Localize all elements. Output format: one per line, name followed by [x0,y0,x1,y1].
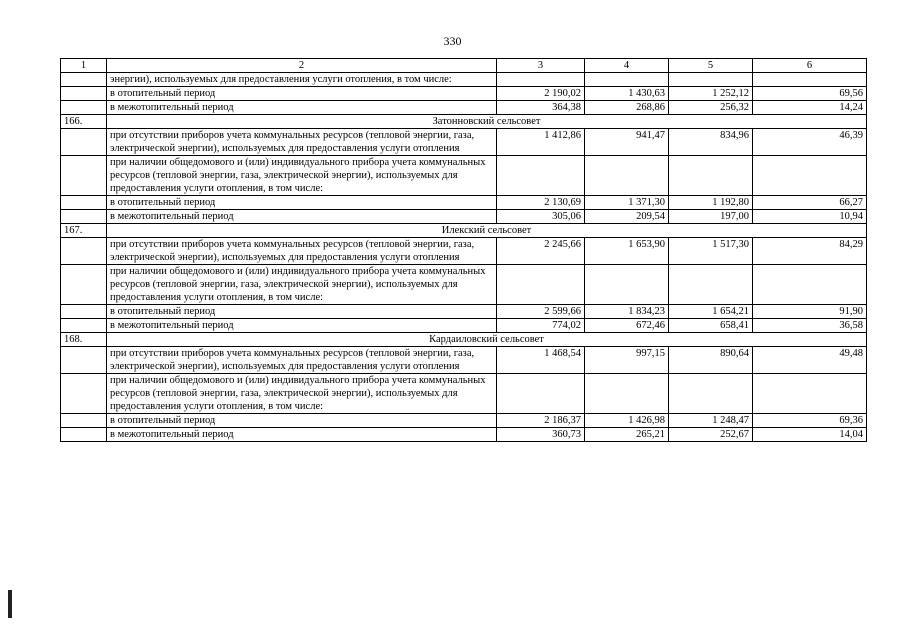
page-number: 330 [443,34,462,48]
value-cell: 1 430,63 [585,87,669,101]
row-description: при наличии общедомового и (или) индивидуального прибора учета коммунальных ресурсов (тепловой энергии, газа, электрической энергии), используемых для предоставления услуги отопления, в том числе: [107,156,497,196]
value-cell: 36,58 [753,319,867,333]
value-cell: 364,38 [497,101,585,115]
row-description: при отсутствии приборов учета коммунальных ресурсов (тепловой энергии, газа, электрической энергии), используемых для предоставления услуги отопления [107,129,497,156]
value-cell: 49,48 [753,347,867,374]
region-name: Затонновский сельсовет [107,115,867,129]
row-label: в отопительный период [107,87,497,101]
row-label: в межотопительный период [107,210,497,224]
table-row [61,73,867,87]
value-cell: 672,46 [585,319,669,333]
header-cell: 2 [107,59,497,73]
row-label: в межотопительный период [107,428,497,442]
value-cell: 2 130,69 [497,196,585,210]
table-row [61,238,867,265]
row-description: при наличии общедомового и (или) индивидуального прибора учета коммунальных ресурсов (тепловой энергии, газа, электрической энергии), используемых для предоставления услуги отопления, в том числе: [107,265,497,305]
value-cell: 265,21 [585,428,669,442]
value-cell: 774,02 [497,319,585,333]
value-cell: 268,86 [585,101,669,115]
header-row [61,59,867,73]
row-description: при отсутствии приборов учета коммунальных ресурсов (тепловой энергии, газа, электрической энергии), используемых для предоставления услуги отопления [107,347,497,374]
value-cell: 69,36 [753,414,867,428]
value-cell: 2 186,37 [497,414,585,428]
value-cell: 66,27 [753,196,867,210]
region-number: 166. [61,115,107,129]
value-cell: 1 654,21 [669,305,753,319]
header-cell: 4 [585,59,669,73]
table-row [61,414,867,428]
value-cell: 2 599,66 [497,305,585,319]
value-cell: 1 426,98 [585,414,669,428]
region-row [61,115,867,129]
region-name: Кардаиловский сельсовет [107,333,867,347]
row-description: при наличии общедомового и (или) индивидуального прибора учета коммунальных ресурсов (тепловой энергии, газа, электрической энергии), используемых для предоставления услуги отопления, в том числе: [107,374,497,414]
value-cell: 658,41 [669,319,753,333]
value-cell: 997,15 [585,347,669,374]
value-cell: 256,32 [669,101,753,115]
value-cell: 2 190,02 [497,87,585,101]
row-description: при отсутствии приборов учета коммунальных ресурсов (тепловой энергии, газа, электрической энергии), используемых для предоставления услуги отопления [107,238,497,265]
region-row [61,224,867,238]
row-label: в межотопительный период [107,101,497,115]
value-cell: 252,67 [669,428,753,442]
value-cell: 1 653,90 [585,238,669,265]
value-cell: 1 468,54 [497,347,585,374]
table-row [61,129,867,156]
region-row [61,333,867,347]
row-description: энергии), используемых для предоставления услуги отопления, в том числе: [107,73,497,87]
scan-edge-mark [8,590,12,618]
value-cell: 2 245,66 [497,238,585,265]
table-row [61,428,867,442]
table-row [61,374,867,414]
value-cell: 209,54 [585,210,669,224]
value-cell: 91,90 [753,305,867,319]
value-cell: 941,47 [585,129,669,156]
tariff-table [60,58,867,442]
header-cell: 6 [753,59,867,73]
row-label: в отопительный период [107,305,497,319]
header-cell: 1 [61,59,107,73]
table-row [61,101,867,115]
value-cell: 1 192,80 [669,196,753,210]
value-cell: 1 371,30 [585,196,669,210]
region-name: Илекский сельсовет [107,224,867,238]
value-cell: 834,96 [669,129,753,156]
row-label: в межотопительный период [107,319,497,333]
table-row [61,305,867,319]
table-row [61,196,867,210]
table-row [61,319,867,333]
value-cell: 1 412,86 [497,129,585,156]
value-cell: 84,29 [753,238,867,265]
header-cell: 3 [497,59,585,73]
value-cell: 46,39 [753,129,867,156]
row-label: в отопительный период [107,196,497,210]
table-row [61,265,867,305]
value-cell: 14,04 [753,428,867,442]
value-cell: 1 248,47 [669,414,753,428]
value-cell: 305,06 [497,210,585,224]
value-cell: 1 834,23 [585,305,669,319]
header-cell: 5 [669,59,753,73]
row-label: в отопительный период [107,414,497,428]
table-row [61,156,867,196]
region-number: 167. [61,224,107,238]
table-row [61,210,867,224]
region-number: 168. [61,333,107,347]
table-row [61,87,867,101]
value-cell: 1 252,12 [669,87,753,101]
value-cell: 1 517,30 [669,238,753,265]
table-row [61,347,867,374]
value-cell: 360,73 [497,428,585,442]
value-cell: 10,94 [753,210,867,224]
value-cell: 14,24 [753,101,867,115]
value-cell: 69,56 [753,87,867,101]
value-cell: 890,64 [669,347,753,374]
value-cell: 197,00 [669,210,753,224]
